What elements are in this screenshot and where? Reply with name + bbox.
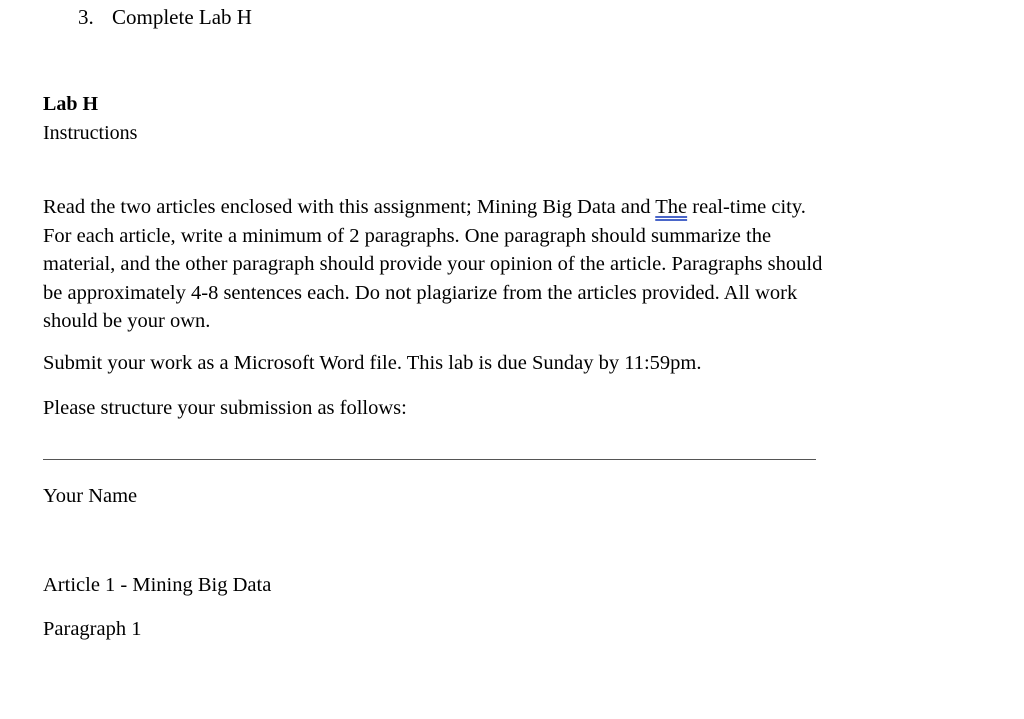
lab-subtitle: Instructions xyxy=(43,122,138,144)
horizontal-rule xyxy=(43,459,816,460)
underlined-word: The xyxy=(655,196,688,218)
instructions-line-2: For each article, write a minimum of 2 paragraphs. One paragraph should summarize the xyxy=(43,224,772,247)
list-item-complete-lab xyxy=(78,3,252,31)
lab-title: Lab H xyxy=(43,93,99,115)
submit-instructions: Submit your work as a Microsoft Word file. This lab is due Sunday by 11:59pm. xyxy=(43,352,702,374)
instructions-line-4: be approximately 4-8 sentences each. Do not plagiarize from the articles provided. All work xyxy=(43,281,798,304)
instructions-paragraph xyxy=(43,193,943,336)
list-number: 3. xyxy=(78,5,94,29)
your-name-label: Your Name xyxy=(43,485,138,507)
instructions-line-1-end: real-time city. xyxy=(687,196,806,218)
article-heading: Article 1 - Mining Big Data xyxy=(43,574,272,596)
instructions-line-1 xyxy=(43,193,943,222)
structure-instructions: Please structure your submission as follows: xyxy=(43,397,407,419)
paragraph-label: Paragraph 1 xyxy=(43,618,142,640)
instructions-line-3: material, and the other paragraph should provide your opinion of the article. Paragraphs should xyxy=(43,253,823,276)
instructions-line-5: should be your own. xyxy=(43,310,211,333)
instructions-line-1-start: Read the two articles enclosed with this assignment; Mining Big Data and xyxy=(43,196,656,218)
list-item-text: Complete Lab H xyxy=(112,5,252,29)
